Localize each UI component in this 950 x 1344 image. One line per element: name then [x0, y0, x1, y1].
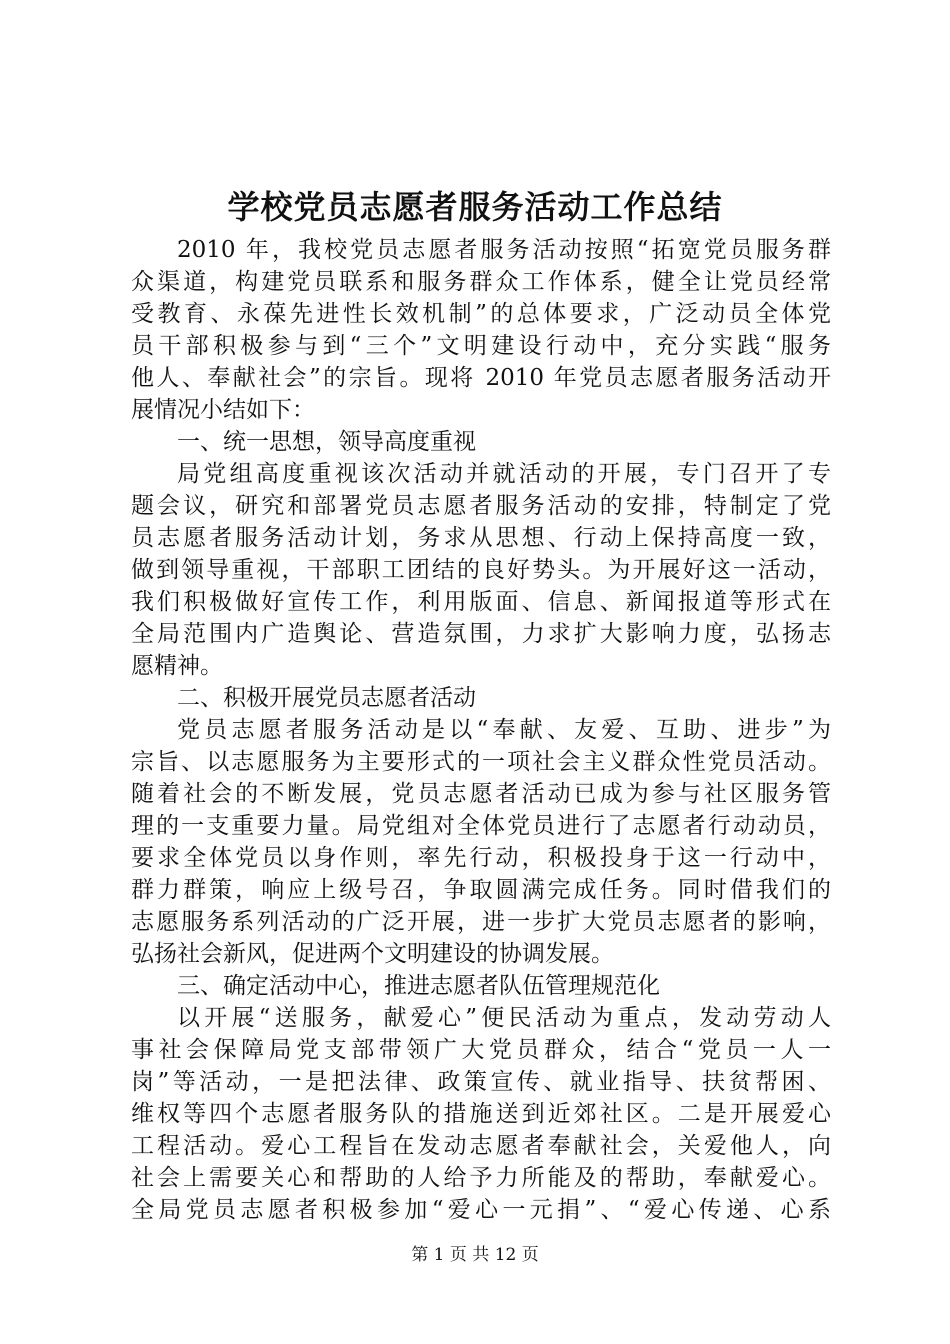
paragraph-line: 宗旨、以志愿服务为主要形式的一项社会主义群众性党员活动。	[131, 749, 831, 775]
paragraph-line: 我们积极做好宣传工作，利用版面、信息、新闻报道等形式在	[131, 589, 831, 615]
paragraph-line: 社会上需要关心和帮助的人给予力所能及的帮助，奉献爱心。	[131, 1165, 831, 1191]
paragraph-line: 群力群策，响应上级号召，争取圆满完成任务。同时借我们的	[131, 877, 831, 903]
document-title: 学校党员志愿者服务活动工作总结	[227, 188, 723, 226]
section-heading: 二、积极开展党员志愿者活动	[177, 685, 476, 711]
paragraph-line: 他人、奉献社会”的宗旨。现将 2010 年党员志愿者服务活动开	[131, 365, 831, 391]
paragraph-line: 要求全体党员以身作则，率先行动，积极投身于这一行动中，	[131, 845, 831, 871]
paragraph-line: 志愿服务系列活动的广泛开展，进一步扩大党员志愿者的影响，	[131, 909, 831, 935]
paragraph-line: 展情况小结如下：	[131, 397, 315, 423]
paragraph-line: 愿精神。	[131, 653, 223, 679]
document-body	[131, 234, 831, 1226]
paragraph-line: 局党组高度重视该次活动并就活动的开展，专门召开了专	[177, 461, 831, 487]
paragraph-line: 全局党员志愿者积极参加“爱心一元捐”、“爱心传递、心系	[131, 1197, 831, 1223]
paragraph-line: 岗”等活动，一是把法律、政策宣传、就业指导、扶贫帮困、	[131, 1069, 831, 1095]
paragraph-line: 员干部积极参与到“三个”文明建设行动中，充分实践“服务	[131, 333, 831, 359]
section-heading: 三、确定活动中心，推进志愿者队伍管理规范化	[177, 973, 660, 999]
paragraph-line: 弘扬社会新风，促进两个文明建设的协调发展。	[131, 941, 614, 967]
paragraph-line: 题会议，研究和部署党员志愿者服务活动的安排，特制定了党	[131, 493, 831, 519]
paragraph-line: 受教育、永葆先进性长效机制”的总体要求，广泛动员全体党	[131, 301, 831, 327]
paragraph-line: 理的一支重要力量。局党组对全体党员进行了志愿者行动动员，	[131, 813, 831, 839]
paragraph-line: 事社会保障局党支部带领广大党员群众，结合“党员一人一	[131, 1037, 831, 1063]
paragraph-line: 员志愿者服务活动计划，务求从思想、行动上保持高度一致，	[131, 525, 831, 551]
paragraph-line: 党员志愿者服务活动是以“奉献、友爱、互助、进步”为	[177, 717, 831, 743]
paragraph-line: 维权等四个志愿者服务队的措施送到近郊社区。二是开展爱心	[131, 1101, 831, 1127]
paragraph-line: 做到领导重视，干部职工团结的良好势头。为开展好这一活动，	[131, 557, 831, 583]
section-heading: 一、统一思想，领导高度重视	[177, 429, 476, 455]
paragraph-line: 以开展“送服务，献爱心”便民活动为重点，发动劳动人	[177, 1005, 831, 1031]
paragraph-line: 2010 年，我校党员志愿者服务活动按照“拓宽党员服务群	[177, 237, 831, 263]
paragraph-line: 众渠道，构建党员联系和服务群众工作体系，健全让党员经常	[131, 269, 831, 295]
paragraph-line: 工程活动。爱心工程旨在发动志愿者奉献社会，关爱他人，向	[131, 1133, 831, 1159]
paragraph-line: 全局范围内广造舆论、营造氛围，力求扩大影响力度，弘扬志	[131, 621, 831, 647]
paragraph-line: 随着社会的不断发展，党员志愿者活动已成为参与社区服务管	[131, 781, 831, 807]
page-number: 第 1 页 共 12 页	[411, 1245, 539, 1265]
